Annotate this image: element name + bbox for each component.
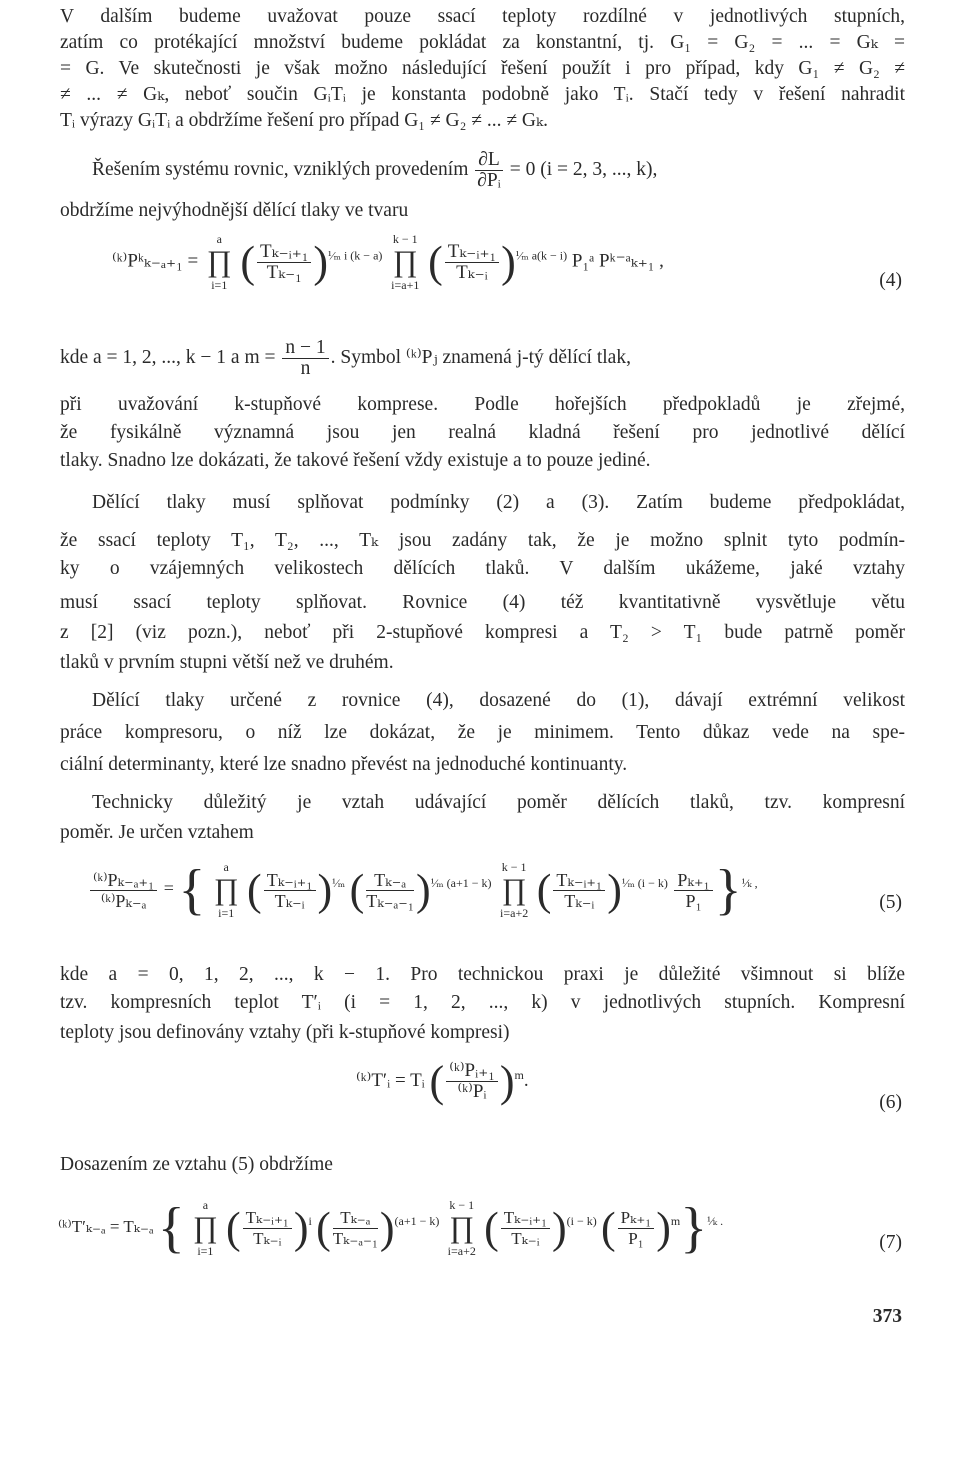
exponent: ¹⁄ₘ: [332, 876, 346, 891]
left-brace: {: [178, 859, 206, 921]
left-paren: (: [247, 865, 262, 915]
product-upper-limit: k − 1: [501, 860, 527, 874]
fraction-numerator: Tₖ₋ᵢ₊₁: [445, 242, 499, 263]
m-fraction: [282, 338, 328, 379]
text-line: Technicky důležitý je vztah udávající poměr dělících tlaků, tzv. kompresní: [92, 792, 905, 813]
term-fraction: [618, 1208, 655, 1249]
fraction-numerator: ⁽ᵏ⁾Pₖ₋ₐ₊₁: [90, 870, 157, 891]
fraction-denominator: Tₖ₋ₐ₋₁: [366, 890, 415, 911]
term-fraction: [674, 870, 712, 911]
text-line: V dalším budeme uvažovat pouze ssací teploty rozdílné v jednotlivých stupních,: [60, 6, 905, 27]
fraction-denominator: Tₖ₋ᵢ: [253, 1228, 282, 1248]
exponent: ¹⁄ₘ a(k − i): [515, 248, 568, 263]
text-line: kde a = 0, 1, 2, ..., k − 1. Pro technickou praxi je důležité všimnout si blíže: [60, 964, 905, 985]
text-line: Dělící tlaky určené z rovnice (4), dosazené do (1), dávají extrémní velikost: [92, 690, 905, 711]
text-line-partial-derivative: [92, 142, 905, 198]
equation-4: [112, 232, 664, 322]
right-paren: ): [293, 1203, 309, 1253]
right-paren: ): [501, 237, 516, 287]
fraction-numerator: n − 1: [282, 338, 328, 359]
product-symbol: [500, 860, 528, 920]
fraction-numerator: Tₖ₋ᵢ₊₁: [257, 242, 311, 263]
text-line: tlaky. Snadno lze dokázati, že takové řešení vždy existuje a to pouze jediné.: [60, 450, 651, 471]
text-line: poměr. Je určen vztahem: [60, 822, 254, 843]
fraction-denominator: P₁: [628, 1228, 644, 1248]
text-line: při uvažování k-stupňové komprese. Podle hořejších předpokladů je zřejmé,: [60, 394, 905, 415]
fraction-denominator: P₁: [685, 890, 702, 911]
equation-number: (7): [879, 1232, 902, 1253]
term-fraction: [366, 870, 414, 911]
product-symbol: [193, 1198, 218, 1258]
text-line: z [2] (viz pozn.), neboť při 2-stupňové kompresi a T₂ > T₁ bude patrně poměr: [60, 622, 905, 643]
product-lower-limit: i=a+1: [391, 278, 420, 292]
partial-derivative-fraction: [475, 150, 503, 191]
product-lower-limit: i=a+2: [447, 1244, 476, 1258]
fraction-denominator: ⁽ᵏ⁾Pₖ₋ₐ: [100, 890, 147, 911]
product-op: ∏: [213, 873, 239, 906]
fraction-denominator: ⁽ᵏ⁾Pᵢ: [457, 1081, 487, 1102]
fraction-denominator: Tₖ₋ᵢ: [274, 890, 305, 911]
product-symbol: [448, 1198, 476, 1258]
equals-sign: =: [163, 878, 174, 899]
text-line: tlaků v prvním stupni větší než ve druhém.: [60, 652, 394, 673]
text-fragment: = 0 (i = 2, 3, ..., k),: [509, 159, 658, 180]
term-fraction: [257, 242, 311, 283]
left-paren: (: [429, 1057, 445, 1106]
fraction-numerator: Tₖ₋ᵢ₊₁: [553, 870, 605, 891]
right-brace: }: [714, 859, 742, 921]
product-op: ∏: [193, 1211, 218, 1244]
product-lower-limit: i=a+2: [500, 906, 529, 920]
left-paren: (: [601, 1203, 616, 1253]
fraction-denominator: Tₖ₋₁: [266, 261, 302, 283]
text-line: ciální determinanty, které lze snadno převést na jednoduché kontinuanty.: [60, 754, 628, 775]
product-op: ∏: [206, 245, 232, 278]
right-paren: ): [552, 1203, 567, 1253]
fraction-numerator: Tₖ₋ₐ: [333, 1208, 378, 1229]
pressure-ratio-fraction: [446, 1061, 498, 1102]
term-fraction: [445, 242, 499, 283]
product-symbol: [207, 232, 232, 292]
fraction-denominator: Tₖ₋ₐ₋₁: [332, 1228, 378, 1248]
exponent: m: [514, 1067, 524, 1082]
product-upper-limit: a: [223, 860, 229, 874]
product-symbol: [391, 232, 419, 292]
right-paren: ): [313, 237, 329, 287]
text-fragment: Řešením systému rovnic, vzniklých provedením: [92, 159, 469, 180]
right-paren: ): [317, 865, 333, 915]
equation-number: (4): [879, 270, 902, 291]
right-paren: ): [379, 1203, 395, 1253]
text-fragment: kde a = 1, 2, ..., k − 1 a m =: [60, 347, 276, 368]
text-line: = G. Ve skutečnosti je však možno následující řešení použít i pro případ, kdy G₁ ≠ G₂ ≠: [60, 58, 905, 79]
fraction-denominator: ∂Pᵢ: [477, 170, 501, 192]
left-paren: (: [428, 237, 443, 287]
text-line: že ssací teploty T₁, T₂, ..., Tₖ jsou zadány tak, že je možno splnit tyto podmín-: [60, 530, 905, 551]
product-upper-limit: a: [216, 232, 222, 246]
product-lower-limit: i=1: [218, 906, 235, 920]
term-fraction: [501, 1208, 550, 1249]
product-op: ∏: [392, 245, 418, 278]
equation-7: [58, 1196, 723, 1286]
text-line: ≠ ... ≠ Gₖ, neboť součin GᵢTᵢ je konstanta podobně jako Tᵢ. Stačí tedy v řešení nahradit: [60, 84, 905, 105]
fraction-numerator: Tₖ₋ₐ: [366, 870, 414, 891]
exponent: (a+1 − k): [394, 1213, 440, 1228]
text-line: práce kompresoru, o níž lze dokázat, že je minimem. Tento důkaz vede na spe-: [60, 722, 905, 743]
product-upper-limit: k − 1: [449, 1198, 475, 1212]
product-lower-limit: i=1: [197, 1244, 214, 1258]
eq-lhs: ⁽ᵏ⁾T′ᵢ = Tᵢ: [356, 1069, 425, 1091]
product-lower-limit: i=1: [211, 278, 228, 292]
exponent: m: [670, 1213, 681, 1228]
text-line: Dělící tlaky musí splňovat podmínky (2) a (3). Zatím budeme předpokládat,: [92, 492, 905, 513]
fraction-denominator: Tₖ₋ᵢ: [564, 890, 595, 911]
text-line: obdržíme nejvýhodnější dělící tlaky ve tvaru: [60, 200, 409, 221]
exponent: ¹⁄ₖ .: [707, 1213, 724, 1228]
term-fraction: [264, 870, 316, 911]
eq-lhs: ⁽ᵏ⁾T′ₖ₋ₐ = Tₖ₋ₐ: [58, 1216, 154, 1236]
product-symbol: [214, 860, 239, 920]
left-brace: {: [157, 1197, 185, 1259]
right-paren: ): [416, 865, 431, 915]
right-paren: ): [656, 1203, 671, 1253]
fraction-numerator: Tₖ₋ᵢ₊₁: [501, 1208, 550, 1229]
text-fragment: . Symbol ⁽ᵏ⁾Pⱼ znamená j-tý dělící tlak,: [330, 347, 631, 368]
term-fraction: [243, 1208, 292, 1249]
fraction-numerator: ⁽ᵏ⁾Pᵢ₊₁: [446, 1061, 498, 1082]
product-op: ∏: [449, 1211, 475, 1244]
fraction-numerator: Pₖ₊₁: [618, 1208, 655, 1229]
left-paren: (: [316, 1203, 331, 1253]
text-line: musí ssací teploty splňovat. Rovnice (4) též kvantitativně vysvětluje větu: [60, 592, 905, 613]
text-line-definition: [60, 330, 905, 386]
text-line: teploty jsou definovány vztahy (při k-stupňové kompresi): [60, 1022, 510, 1043]
left-paren: (: [484, 1203, 499, 1253]
fraction-denominator: n: [300, 358, 311, 380]
eq-lhs: ⁽ᵏ⁾Pᵏₖ₋ₐ₊₁ =: [112, 250, 199, 272]
equation-5: [88, 858, 758, 948]
product-op: ∏: [501, 873, 527, 906]
product-upper-limit: a: [202, 1198, 209, 1212]
exponent: ¹⁄ₘ (a+1 − k): [430, 876, 492, 891]
equation-6: [356, 1056, 529, 1142]
equation-number: (5): [879, 892, 902, 913]
product-upper-limit: k − 1: [392, 232, 418, 246]
term-fraction: [333, 1208, 378, 1249]
fraction-denominator: Tₖ₋ᵢ: [456, 261, 488, 283]
fraction-numerator: ∂L: [475, 150, 503, 171]
right-paren: ): [607, 865, 622, 915]
equation-number: (6): [879, 1092, 902, 1113]
fraction-numerator: Pₖ₊₁: [674, 870, 712, 891]
fraction-denominator: Tₖ₋ᵢ: [511, 1228, 540, 1248]
exponent: ¹⁄ₖ ,: [741, 876, 758, 891]
eq-tail: P₁ᵃ Pᵏ⁻ᵃₖ₊₁ ,: [571, 250, 664, 272]
exponent: i: [308, 1213, 312, 1228]
page-number: 373: [872, 1306, 902, 1327]
exponent: ¹⁄ₘ (i − k): [621, 876, 668, 891]
left-paren: (: [349, 865, 365, 915]
period: .: [523, 1069, 529, 1091]
text-line: ky o vzájemných velikostech dělících tlaků. V dalším ukážeme, jaké vztahy: [60, 558, 905, 579]
right-paren: ): [499, 1057, 515, 1106]
text-line: tzv. kompresních teplot T′ᵢ (i = 1, 2, ..., k) v jednotlivých stupních. Kompresní: [60, 992, 905, 1013]
left-paren: (: [225, 1203, 241, 1253]
text-line: že fysikálně významná jsou jen realná kladná řešení pro jednotlivé dělící: [60, 422, 905, 443]
right-brace: }: [680, 1197, 708, 1259]
term-fraction: [553, 870, 605, 911]
text-line: Dosazením ze vztahu (5) obdržíme: [60, 1154, 333, 1175]
text-line: Tᵢ výrazy GᵢTᵢ a obdržíme řešení pro případ G₁ ≠ G₂ ≠ ... ≠ Gₖ.: [60, 110, 549, 131]
fraction-numerator: Tₖ₋ᵢ₊₁: [243, 1208, 292, 1229]
left-paren: (: [536, 865, 552, 915]
fraction-numerator: Tₖ₋ᵢ₊₁: [264, 870, 316, 891]
text-line: zatím co protékající množství budeme pokládat za konstantní, tj. G₁ = G₂ = ... = Gₖ =: [60, 32, 905, 53]
exponent: (i − k): [566, 1213, 597, 1228]
compression-ratio-fraction: [90, 870, 157, 911]
left-paren: (: [240, 237, 256, 287]
exponent: ¹⁄ₘ i (k − a): [328, 248, 383, 263]
